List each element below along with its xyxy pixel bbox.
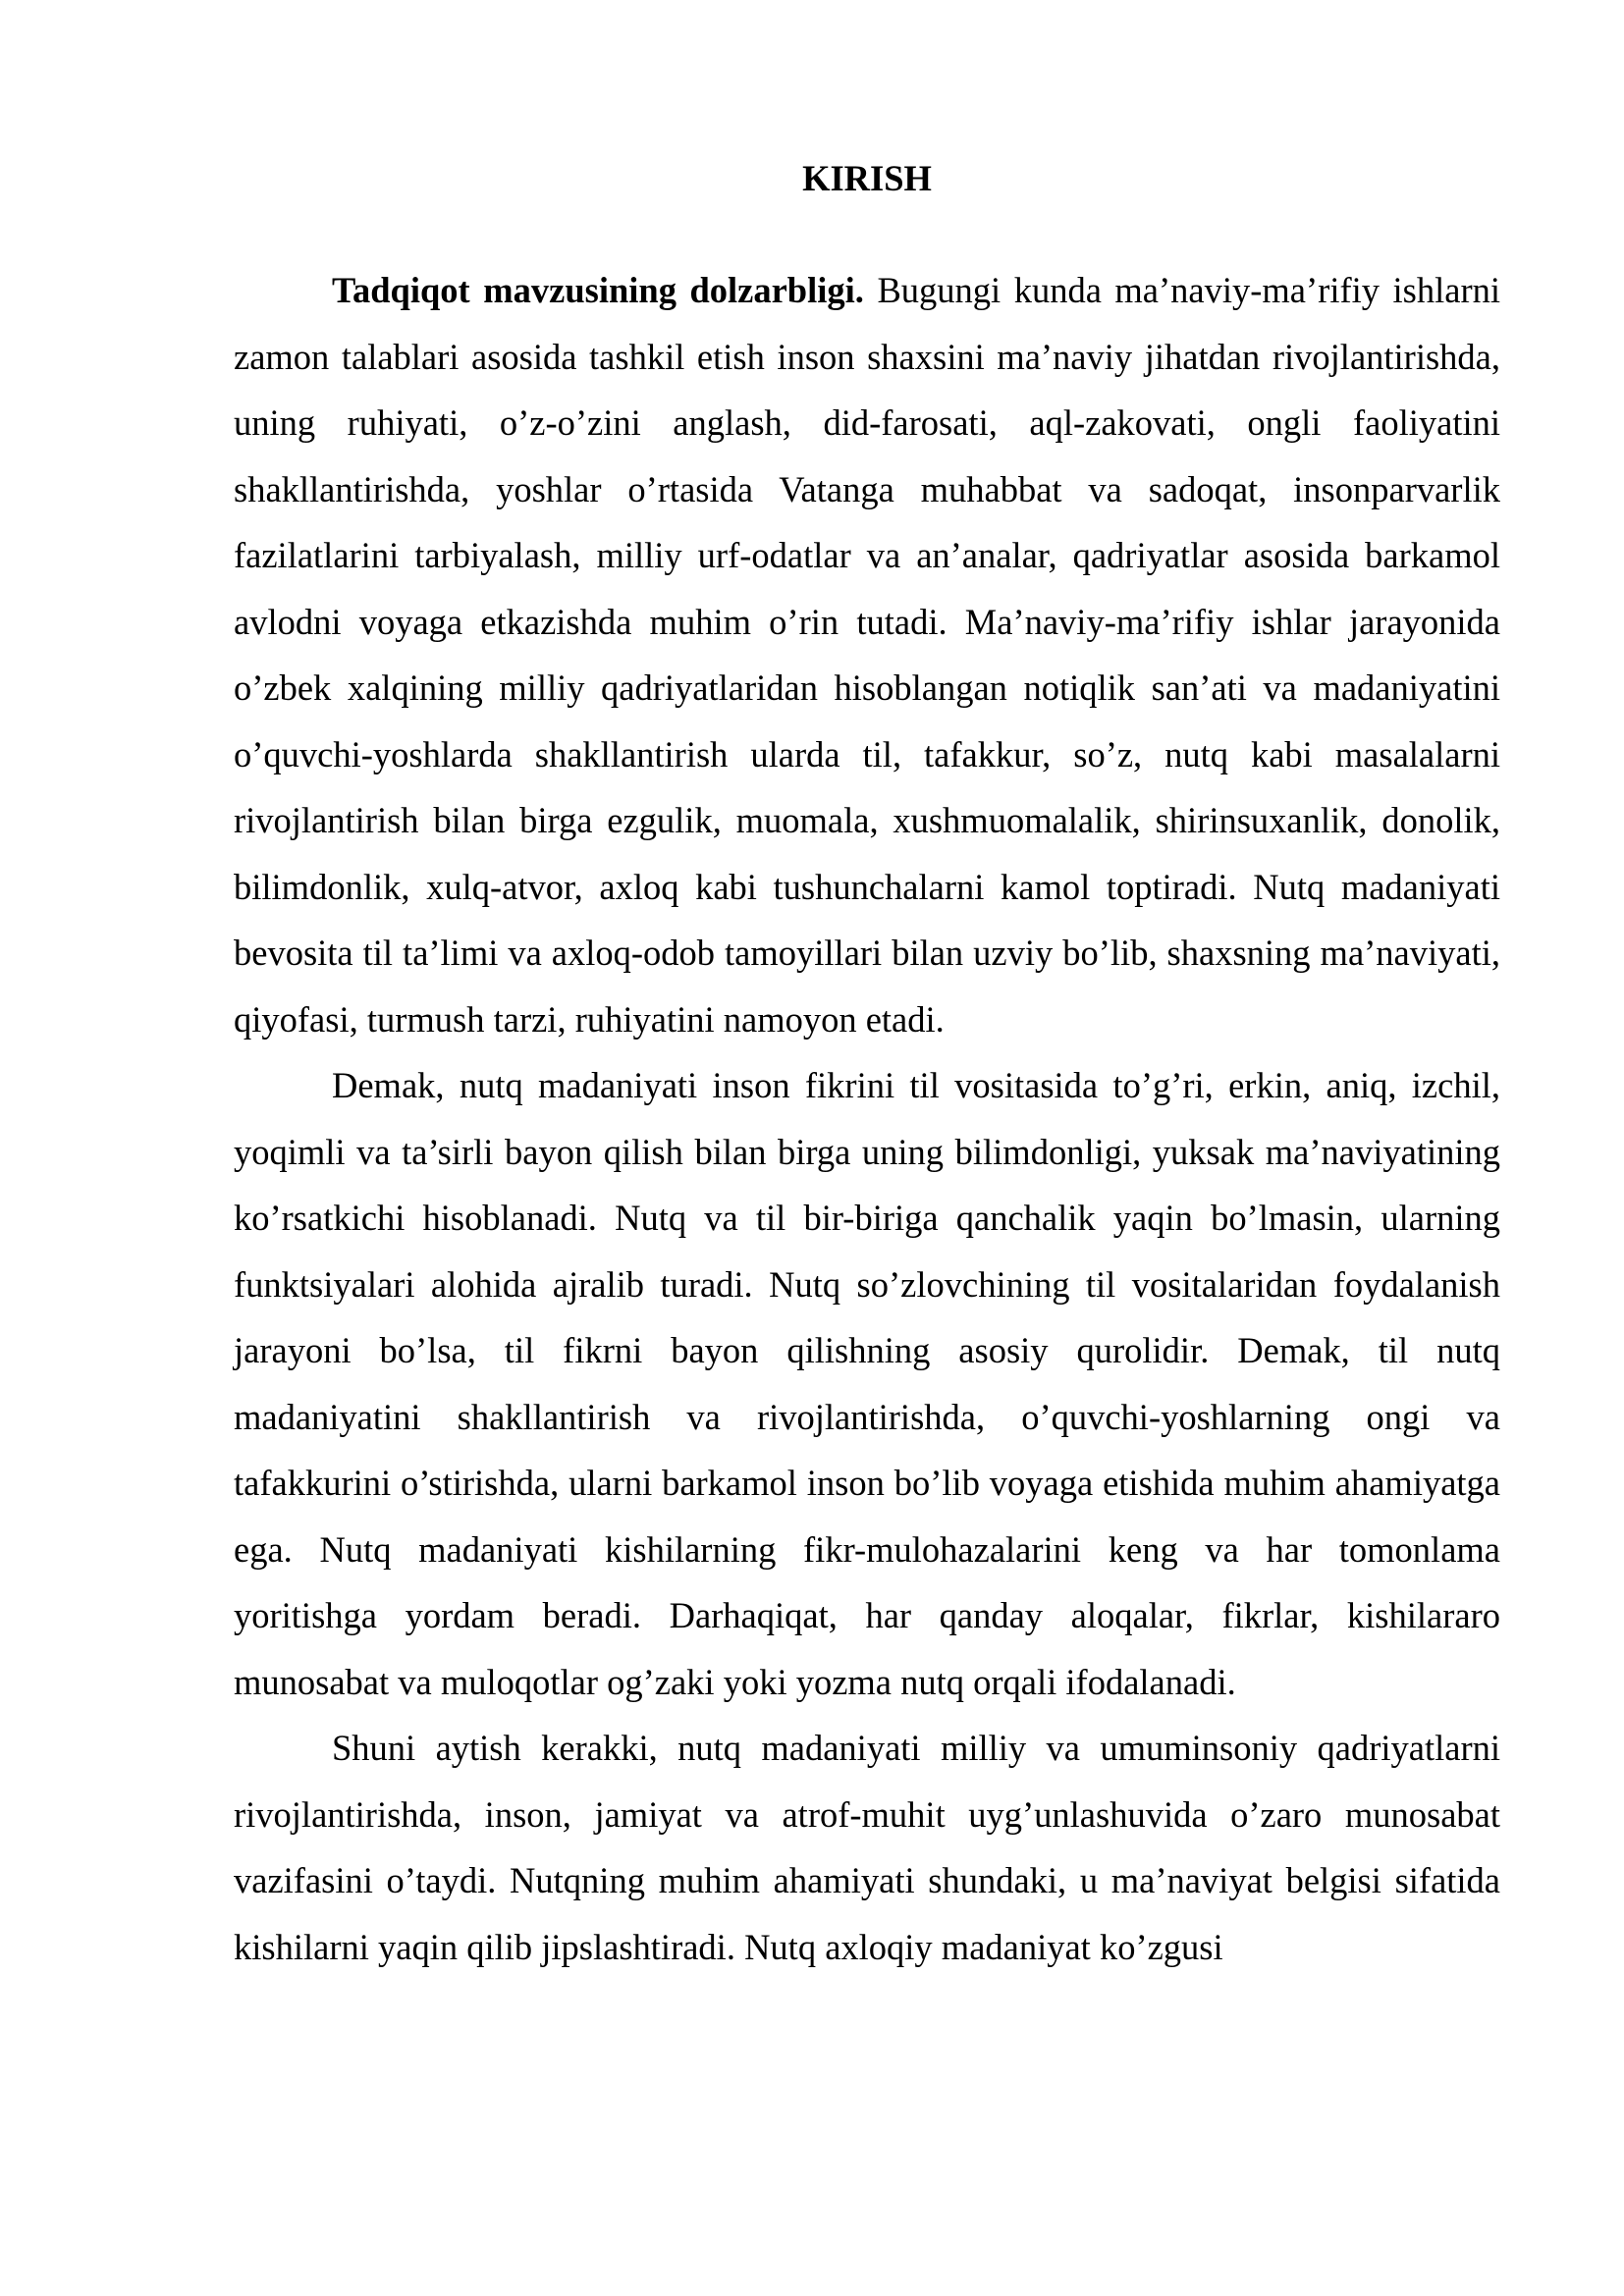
section-title: KIRISH <box>802 158 932 198</box>
paragraph-text: Demak, nutq madaniyati inson fikrini til vositasida to’g’ri, erkin, aniq, izchil, yoqimli va ta’sirli bayon qilish bilan birga uning bilimdonligi, yuksak ma’naviyatining ko’rsatkichi hisoblanadi. Nutq va til bir-biriga qanchalik yaqin bo’lmasin, ularning funktsiyalari alohida ajralib turadi. Nutq so’zlovchining til vositalaridan foydalanish jarayoni bo’lsa, til fikrni bayon qilishning asosiy qurolidir. Demak, til nutq madaniyatini shakllantirish va rivojlantirishda, o’quvchi-yoshlarning ongi va tafakkurini o’stirishda, ularni barkamol inson bo’lib voyaga etishida muhim ahamiyatga ega. Nutq madaniyati kishilarning fikr-mulohazalarini keng va har tomonlama yoritishga yordam beradi. Darhaqiqat, har qanday aloqalar, fikrlar, kishilararo munosabat va muloqotlar og’zaki yoki yozma nutq orqali ifodalanadi. <box>234 1065 1500 1702</box>
paragraph-speech-culture <box>234 1052 1500 1715</box>
paragraph-text: Shuni aytish kerakki, nutq madaniyati milliy va umuminsoniy qadriyatlarni rivojlantirishda, inson, jamiyat va atrof-muhit uyg’unlashuvida o’zaro munosabat vazifasini o’taydi. Nutqning muhim ahamiyati shundaki, u ma’naviyat belgisi sifatida kishilarni yaqin qilib jipslashtiradi. Nutq axloqiy madaniyat ko’zgusi <box>234 1728 1500 1967</box>
paragraph-lead-heading: Tadqiqot mavzusining dolzarbligi. <box>332 270 864 310</box>
paragraph-values <box>234 1715 1500 1980</box>
paragraph-text: Bugungi kunda ma’naviy-ma’rifiy ishlarni zamon talablari asosida tashkil etish inson shaxsini ma’naviy jihatdan rivojlantirishda, uning ruhiyati, o’z-o’zini anglash, did-farosati, aql-zakovati, ongli faoliyatini shakllantirishda, yoshlar o’rtasida Vatanga muhabbat va sadoqat, insonparvarlik fazilatlarini tarbiyalash, milliy urf-odatlar va an’analar, qadriyatlar asosida barkamol avlodni voyaga etkazishda muhim o’rin tutadi. Ma’naviy-ma’rifiy ishlar jarayonida o’zbek xalqining milliy qadriyatlaridan hisoblangan notiqlik san’ati va madaniyatini o’quvchi-yoshlarda shakllantirish ularda til, tafakkur, so’z, nutq kabi masalalarni rivojlantirish bilan birga ezgulik, muomala, xushmuomalalik, shirinsuxanlik, donolik, bilimdonlik, xulq-atvor, axloq kabi tushunchalarni kamol toptiradi. Nutq madaniyati bevosita til ta’limi va axloq-odob tamoyillari bilan uzviy bo’lib, shaxsning ma’naviyati, qiyofasi, turmush tarzi, ruhiyatini namoyon etadi. <box>234 270 1501 1040</box>
document-body <box>234 147 1500 1980</box>
paragraph-relevance <box>234 257 1500 1052</box>
